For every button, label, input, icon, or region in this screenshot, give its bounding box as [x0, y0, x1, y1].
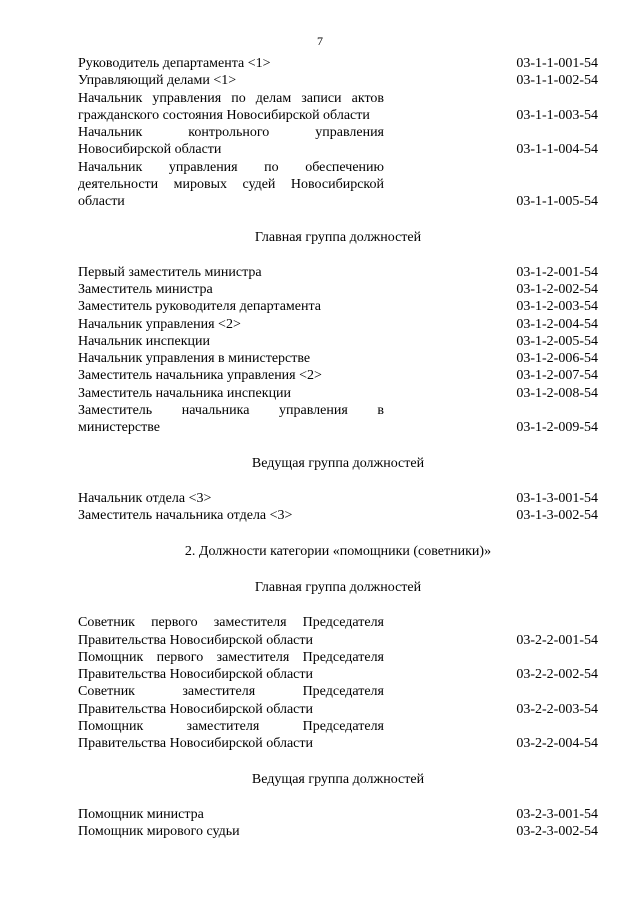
- position-code: 03-1-1-003-54: [516, 107, 598, 123]
- position-code: 03-1-2-003-54: [516, 299, 598, 315]
- position-title: Заместитель начальника управления в министерстве: [78, 403, 384, 436]
- position-title: Советник заместителя Председателя Правительства Новосибирской области: [78, 684, 384, 717]
- position-title: Заместитель руководителя департамента: [78, 299, 321, 315]
- position-row: [78, 806, 598, 823]
- group-heading: Ведущая группа должностей: [251, 455, 425, 471]
- position-code: 03-1-2-007-54: [516, 368, 598, 384]
- position-code: 03-2-3-002-54: [516, 823, 598, 839]
- position-row: [78, 367, 598, 384]
- position-code: 03-1-2-008-54: [516, 385, 598, 401]
- position-row: [78, 316, 598, 333]
- position-title: Заместитель начальника отдела <3>: [78, 507, 293, 523]
- position-row: [78, 298, 598, 315]
- position-title: Заместитель начальника управления <2>: [78, 368, 322, 384]
- position-code: 03-2-2-001-54: [516, 632, 598, 648]
- position-title: Помощник первого заместителя Председателя Правительства Новосибирской области: [78, 649, 384, 683]
- position-title: Помощник заместителя Председателя Правительства Новосибирской области: [78, 719, 384, 752]
- position-title: Начальник отдела <3>: [78, 490, 212, 506]
- position-row: [78, 649, 598, 684]
- position-title: Начальник инспекции: [78, 333, 210, 349]
- position-code: 03-1-2-009-54: [516, 420, 598, 436]
- position-code: 03-1-1-002-54: [516, 73, 598, 89]
- position-title: Начальник управления <2>: [78, 316, 241, 332]
- position-code: 03-1-2-006-54: [516, 351, 598, 367]
- position-row: [78, 614, 598, 649]
- group-heading: Главная группа должностей: [254, 229, 422, 245]
- position-row: [78, 159, 598, 211]
- position-row: [78, 683, 598, 718]
- group-heading: Главная группа должностей: [254, 580, 422, 596]
- position-title: Первый заместитель министра: [78, 264, 262, 280]
- group-heading: Ведущая группа должностей: [251, 771, 425, 787]
- position-code: 03-1-3-002-54: [516, 507, 598, 523]
- position-code: 03-2-3-001-54: [516, 806, 598, 822]
- position-code: 03-1-2-001-54: [516, 264, 598, 280]
- position-code: 03-2-2-002-54: [516, 667, 598, 683]
- position-code: 03-1-2-005-54: [516, 333, 598, 349]
- position-title: Начальник контрольного управления Новосибирской области: [78, 125, 384, 158]
- position-row: [78, 72, 598, 89]
- position-title: Помощник министра: [78, 806, 204, 822]
- position-title: Заместитель министра: [78, 281, 213, 297]
- position-code: 03-2-2-003-54: [516, 701, 598, 717]
- position-row: [78, 385, 598, 402]
- position-code: 03-1-2-004-54: [516, 316, 598, 332]
- position-title: Начальник управления по обеспечению деятельности мировых судей Новосибирской области: [78, 159, 384, 210]
- section-title: 2. Должности категории «помощники (советники)»: [184, 544, 492, 560]
- position-row: [78, 333, 598, 350]
- position-row: [78, 281, 598, 298]
- position-row: [78, 350, 598, 367]
- position-title: Начальник управления в министерстве: [78, 351, 311, 367]
- position-code: 03-1-1-004-54: [516, 142, 598, 158]
- positions-list: [78, 55, 598, 840]
- position-row: [78, 507, 598, 524]
- position-row: [78, 90, 598, 125]
- position-code: 03-1-1-005-54: [516, 194, 598, 210]
- page-number: 7: [317, 34, 323, 48]
- position-title: Советник первого заместителя Председателя Правительства Новосибирской области: [78, 615, 384, 648]
- position-title: Помощник мирового судьи: [78, 823, 240, 839]
- position-title: Заместитель начальника инспекции: [78, 385, 292, 401]
- position-row: [78, 823, 598, 840]
- position-code: 03-2-2-004-54: [516, 736, 598, 752]
- position-row: [78, 402, 598, 437]
- position-code: 03-1-1-001-54: [516, 56, 598, 71]
- position-code: 03-1-2-002-54: [516, 281, 598, 297]
- position-row: [78, 55, 598, 72]
- position-code: 03-1-3-001-54: [516, 490, 598, 506]
- position-row: [78, 264, 598, 281]
- position-title: Управляющий делами <1>: [78, 73, 237, 89]
- position-title: Начальник управления по делам записи актов гражданского состояния Новосибирской области: [78, 90, 384, 123]
- position-row: [78, 490, 598, 507]
- position-title: Руководитель департамента <1>: [78, 56, 271, 71]
- position-row: [78, 124, 598, 159]
- position-row: [78, 718, 598, 753]
